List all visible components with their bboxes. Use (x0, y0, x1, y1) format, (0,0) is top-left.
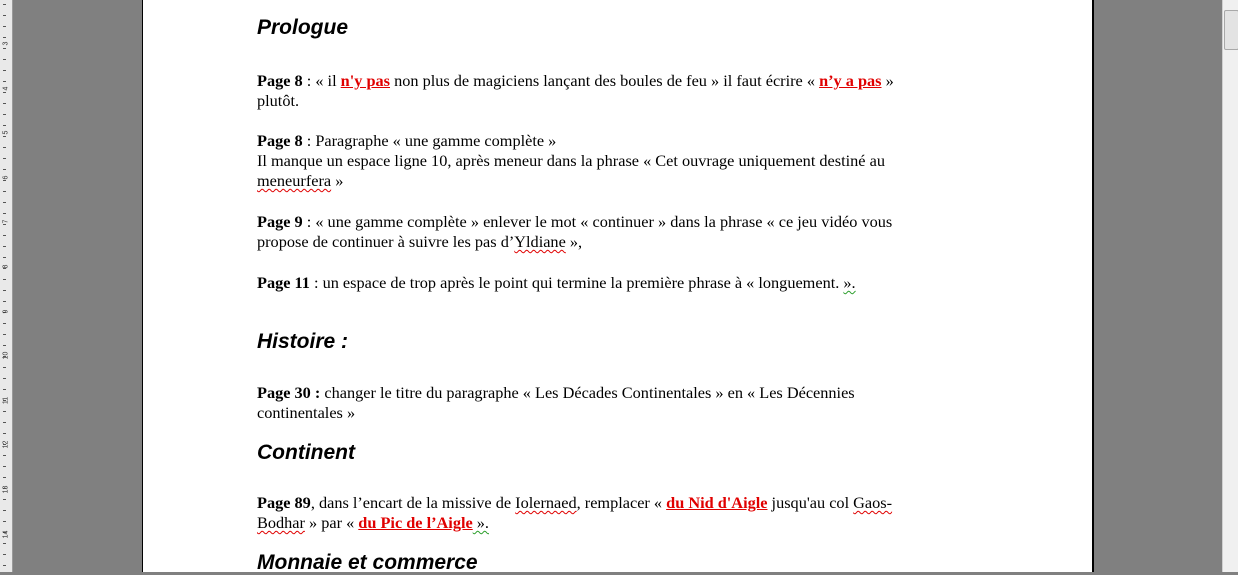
paragraph-page-8-a: Page 8 : « il n'y pas non plus de magiciens lançant des boules de feu » il faut écrire « n’y a pas » plutôt. (257, 71, 894, 110)
heading-monnaie: Monnaie et commerce (257, 551, 478, 574)
vertical-scrollbar[interactable] (1222, 0, 1238, 572)
ruler-tick (3, 466, 6, 467)
vertical-ruler (0, 0, 13, 572)
heading-histoire: Histoire : (257, 330, 349, 353)
ruler-tick (3, 114, 6, 115)
grammar-error: ». (843, 273, 856, 292)
ruler-number: 9 (2, 309, 10, 314)
error-highlight: du Nid d'Aigle (666, 493, 768, 512)
ruler-tick (3, 246, 6, 247)
ruler-tick (3, 59, 6, 60)
spelling-error: Bodhar (257, 513, 305, 532)
ruler-tick (3, 345, 6, 346)
spelling-error: Gaos- (853, 493, 893, 512)
ruler-tick (3, 477, 6, 478)
ruler-number: 6 (2, 175, 10, 180)
paragraph-page-8-b: Page 8 : Paragraphe « une gamme complète » Il manque un espace ligne 10, après meneur dans la phrase « Cet ouvrage uniquement destiné au meneurfera » (257, 131, 885, 190)
ruler-number: 10 (2, 351, 10, 360)
ruler-tick (3, 257, 6, 258)
paragraph-page-89: Page 89, dans l’encart de la missive de Iolernaed, remplacer « du Nid d'Aigle jusqu'au col Gaos- Bodhar » par « du Pic de l’Aigle ». (257, 493, 893, 532)
ruler-tick (3, 70, 6, 71)
ruler-tick (3, 147, 6, 148)
ruler-tick (3, 389, 6, 390)
paragraph-page-30: Page 30 : changer le titre du paragraphe « Les Décades Continentales » en « Les Décennies continentales » (257, 383, 855, 422)
ruler-tick (3, 565, 6, 566)
correction-highlight: n’y a pas (819, 71, 882, 90)
correction-highlight: du Pic de l’Aigle (358, 513, 473, 532)
page-label: Page 89 (257, 493, 311, 512)
page-label: Page 11 (257, 273, 310, 292)
heading-continent: Continent (257, 441, 355, 464)
ruler-tick (3, 213, 6, 214)
ruler-tick (3, 367, 6, 368)
spelling-error: meneurfera (257, 171, 332, 190)
scroll-thumb[interactable] (1224, 10, 1238, 50)
heading-prologue: Prologue (257, 16, 349, 39)
ruler-tick (3, 411, 6, 412)
ruler-tick (3, 15, 6, 16)
page-label: Page 8 (257, 71, 303, 90)
ruler-tick (3, 191, 6, 192)
ruler-tick (3, 499, 6, 500)
document-page[interactable] (142, 0, 1094, 572)
page-label: Page 8 (257, 131, 303, 150)
spelling-error: Yldiane (514, 232, 566, 251)
ruler-number: 14 (2, 530, 10, 538)
page-label: Page 9 (257, 212, 303, 231)
ruler-tick (3, 301, 6, 302)
grammar-error: ». (472, 513, 489, 532)
ruler-tick (3, 521, 6, 522)
ruler-tick (3, 455, 6, 456)
ruler-number: 4 (2, 86, 10, 91)
ruler-number: 3 (2, 41, 10, 46)
ruler-tick (3, 202, 6, 203)
ruler-number: 12 (2, 441, 10, 449)
page-label: Page 30 : (257, 383, 321, 402)
ruler-tick (3, 26, 6, 27)
paragraph-page-11: Page 11 : un espace de trop après le point qui termine la première phrase à « longuement. ». (257, 273, 856, 292)
ruler-tick (3, 323, 6, 324)
paragraph-page-9: Page 9 : « une gamme complète » enlever le mot « continuer » dans la phrase « ce jeu vidéo vous propose de continuer à suivre les pas d’Yldiane », (257, 212, 893, 251)
ruler-tick (3, 378, 6, 379)
error-highlight: n'y pas (340, 71, 390, 90)
ruler-tick (3, 433, 6, 434)
ruler-tick (3, 422, 6, 423)
ruler-tick (3, 235, 6, 236)
ruler-number: 5 (2, 130, 10, 135)
ruler-tick (3, 169, 6, 170)
ruler-tick (3, 158, 6, 159)
ruler-number: 11 (2, 396, 10, 404)
ruler-tick (3, 543, 6, 544)
ruler-tick (3, 290, 6, 291)
ruler-tick (3, 279, 6, 280)
ruler-tick (3, 334, 6, 335)
ruler-tick (3, 103, 6, 104)
ruler-number: 7 (2, 219, 10, 224)
workspace-right (1094, 0, 1222, 572)
ruler-number: 8 (2, 264, 10, 269)
spelling-error: Iolernaed (515, 493, 577, 512)
ruler-tick (3, 4, 6, 5)
ruler-tick (3, 510, 6, 511)
ruler-tick (3, 554, 6, 555)
workspace-left (13, 0, 142, 572)
ruler-number: 13 (2, 485, 10, 494)
